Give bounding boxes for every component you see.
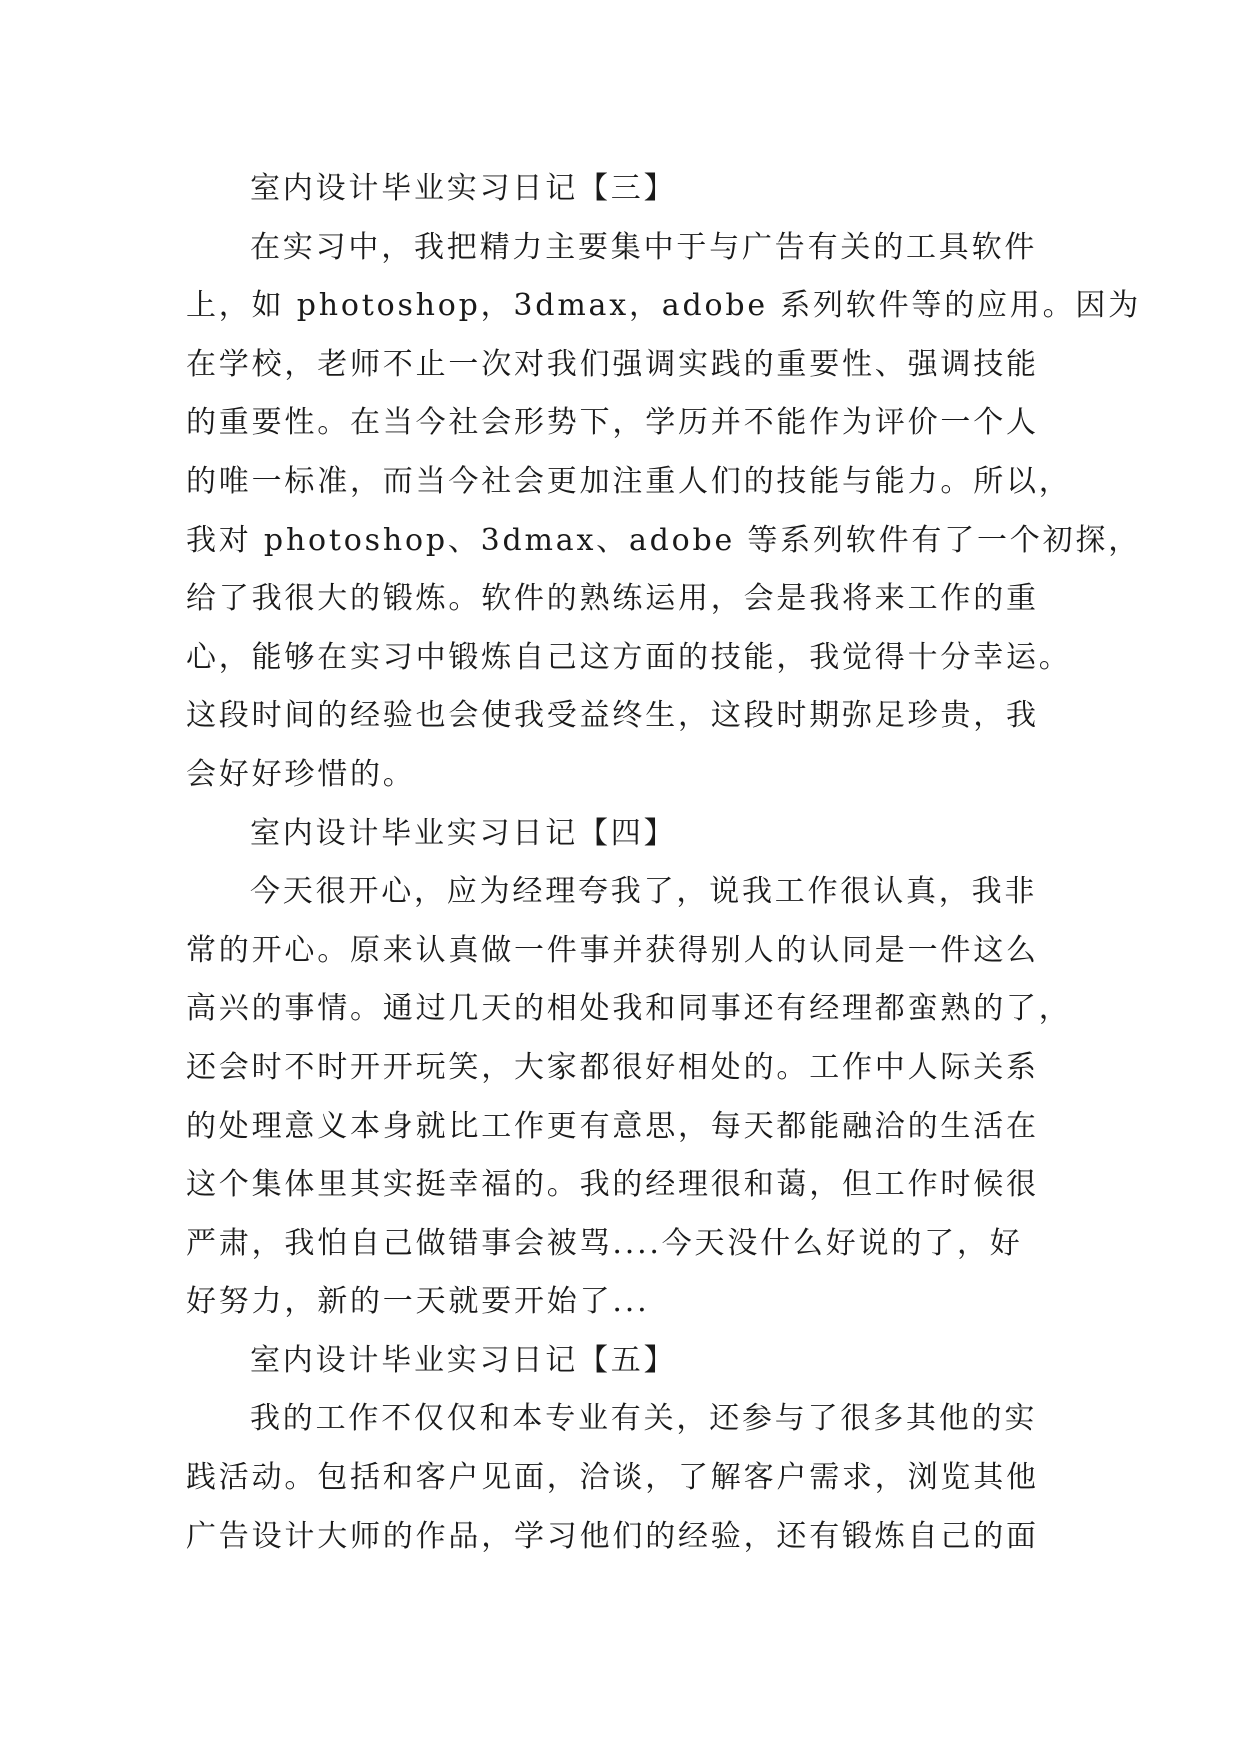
section-heading: 室内设计毕业实习日记【五】 <box>250 1342 677 1378</box>
paragraph-line: 在实习中，我把精力主要集中于与广告有关的工具软件 <box>250 229 1038 265</box>
paragraph-line: 在学校，老师不止一次对我们强调实践的重要性、强调技能 <box>186 346 1039 382</box>
paragraph-line: 会好好珍惜的。 <box>186 756 416 792</box>
paragraph-line: 这段时间的经验也会使我受益终生，这段时期弥足珍贵，我 <box>186 698 1039 734</box>
paragraph-line: 这个集体里其实挺幸福的。我的经理很和蔼，但工作时候很 <box>186 1167 1039 1203</box>
paragraph-line: 心，能够在实习中锻炼自己这方面的技能，我觉得十分幸运。 <box>186 639 1072 675</box>
paragraph-line: 常的开心。原来认真做一件事并获得别人的认同是一件这么 <box>186 932 1039 968</box>
paragraph-line: 高兴的事情。通过几天的相处我和同事还有经理都蛮熟的了， <box>186 991 1072 1027</box>
paragraph-line: 的处理意义本身就比工作更有意思，每天都能融洽的生活在 <box>186 1108 1039 1144</box>
section-heading: 室内设计毕业实习日记【四】 <box>250 815 677 851</box>
paragraph-line: 给了我很大的锻炼。软件的熟练运用，会是我将来工作的重 <box>186 581 1039 617</box>
paragraph-line: 严肃，我怕自己做错事会被骂....今天没什么好说的了，好 <box>186 1225 1023 1261</box>
paragraph-line: 的重要性。在当今社会形势下，学历并不能作为评价一个人 <box>186 405 1039 441</box>
paragraph-line: 好努力，新的一天就要开始了... <box>186 1284 650 1320</box>
paragraph-line: 我的工作不仅仅和本专业有关，还参与了很多其他的实 <box>250 1401 1038 1437</box>
paragraph-line: 广告设计大师的作品，学习他们的经验，还有锻炼自己的面 <box>186 1518 1039 1554</box>
paragraph-line: 践活动。包括和客户见面，洽谈，了解客户需求，浏览其他 <box>186 1460 1039 1496</box>
paragraph-line: 今天很开心，应为经理夸我了，说我工作很认真，我非 <box>250 874 1038 910</box>
paragraph-line: 我对 photoshop、3dmax、adobe 等系列软件有了一个初探， <box>186 522 1142 558</box>
paragraph-line: 的唯一标准，而当今社会更加注重人们的技能与能力。所以， <box>186 463 1072 499</box>
document-body <box>186 160 1142 1566</box>
paragraph-line: 还会时不时开开玩笑，大家都很好相处的。工作中人际关系 <box>186 1049 1039 1085</box>
section-heading: 室内设计毕业实习日记【三】 <box>250 171 677 206</box>
paragraph-line: 上，如 photoshop，3dmax，adobe 系列软件等的应用。因为 <box>186 288 1142 324</box>
